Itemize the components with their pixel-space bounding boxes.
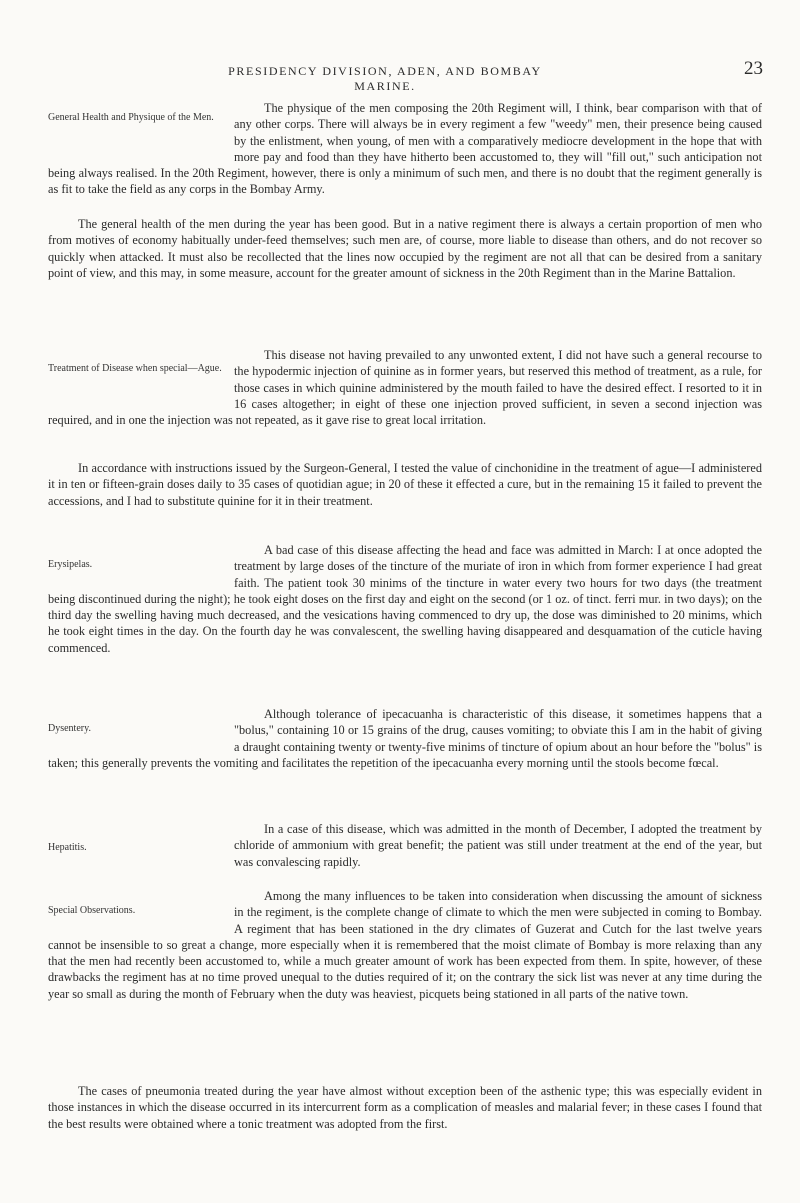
running-header: PRESIDENCY DIVISION, ADEN, AND BOMBAY MARINE. bbox=[228, 64, 542, 93]
page-number: 23 bbox=[744, 58, 763, 79]
paragraph-general-health-2: The general health of the men during the year has been good. But in a native regiment there is always a certain proportion of men who from motives of economy habitually under-feed themselves; such men are, of course, more liable to disease than others, and do not recover so quickly when attacked. It must also be recollected that the lines now occupied by the regiment are not all that can be desired from a sanitary point of view, and this may, in some measure, account for the greater amount of sickness in the 20th Regiment than in the Marine Battalion. bbox=[48, 217, 762, 280]
paragraph-dysentery: Although tolerance of ipecacuanha is characteristic of this disease, it sometimes happens that a "bolus," containing 10 or 15 grains of the drug, causes vomiting; to obviate this I am in the habit of giving a draught containing twenty or twenty-five minims of tincture of opium about an hour before the "bolus" is taken; this generally prevents the vomiting and facilitates the repetition of the ipecacuanha every morning until the stools become fœcal. bbox=[48, 707, 762, 770]
marginal-spacer bbox=[48, 837, 234, 870]
marginal-note-dysentery: Dysentery. bbox=[48, 723, 91, 734]
marginal-note-ague: Treatment of Disease when special—Ague. bbox=[48, 363, 222, 374]
paragraph-erysipelas: A bad case of this disease affecting the head and face was admitted in March: I at once adopted the treatment by large doses of the tincture of the muriate of iron in which from former experience I had great faith. The patient took 30 minims of the tincture in water every two hours for two days (the treatment being discontinued during the night); he took eight doses on the first day and eight on the second (or 1 oz. of tinct. ferri mur. in two days); on the third day the swelling having much decreased, and the vesications having commenced to dry up, the dose was diminished to 20 minims, which he took eight times in the day. On the fourth day he was convalescent, the swelling having disappeared and desquamation of the cuticle having commenced. bbox=[48, 543, 762, 655]
marginal-spacer bbox=[48, 722, 234, 755]
paragraph-cinchonidine: In accordance with instructions issued by the Surgeon-General, I tested the value of cinchonidine in the treatment of ague—I administered it in ten or fifteen-grain doses daily to 35 cases of quotidian ague; in 20 of these it effected a cure, but in the remaining 15 it failed to prevent the accessions, and I had to substitute quinine for it in their treatment. bbox=[48, 461, 762, 508]
marginal-note-hepatitis: Hepatitis. bbox=[48, 842, 87, 853]
marginal-spacer bbox=[48, 904, 234, 937]
paragraph-ague: This disease not having prevailed to any unwonted extent, I did not have such a general recourse to the hypodermic injection of quinine as in former years, but reserved this method of treatment, as a rule, for those cases in which quinine administered by the mouth failed to have the desired effect. I resorted to it in 16 cases altogether; in eight of these one injection proved sufficient, in seven a second injection was required, and in one the injection was not repeated, as it gave rise to great local irritation. bbox=[48, 348, 762, 428]
paragraph-pneumonia: The cases of pneumonia treated during the year have almost without exception been of the asthenic type; this was especially evident in those instances in which the disease occurred in its intercurrent form as a complication of measles and malarial fever; in these cases I found that the best results were obtained where a tonic treatment was adopted from the first. bbox=[48, 1084, 762, 1131]
marginal-spacer bbox=[48, 116, 234, 165]
marginal-spacer bbox=[48, 558, 234, 591]
marginal-spacer bbox=[48, 363, 234, 412]
marginal-note-erysipelas: Erysipelas. bbox=[48, 559, 93, 570]
marginal-note-special-observations: Special Observations. bbox=[48, 905, 136, 916]
paragraph-hepatitis: In a case of this disease, which was admitted in the month of December, I adopted the treatment by chloride of ammonium with great benefit; the patient was still under treatment at the end of the year, but was convalescing rapidly. bbox=[48, 821, 762, 871]
paragraph-special-observations: Among the many influences to be taken into consideration when discussing the amount of sickness in the regiment, is the complete change of climate to which the men were subjected in coming to Bombay. A regiment that has been stationed in the dry climates of Guzerat and Cutch for the last twelve years cannot be insensible to so great a change, more especially when it is remembered that the moist climate of Bombay is more relaxing than any that the men had recently been accustomed to, while a much greater amount of work has been expected from them. In spite, however, of these drawbacks the regiment has at no time proved unequal to the duties required of it; on the contrary the sick list was never at any time during the year so small as during the month of February when the duty was heaviest, picquets being stationed in all parts of the native town. bbox=[48, 889, 762, 1001]
marginal-note-general-health: General Health and Physique of the Men. bbox=[48, 112, 214, 123]
paragraph-general-health: The physique of the men composing the 20th Regiment will, I think, bear comparison with that of any other corps. There will always be in every regiment a few "weedy" men, their presence being caused by the enlistment, when young, of men with a comparatively mediocre development in the hope that with more pay and food than they have hitherto been accustomed to, they will "fill out," such anticipation not being always realised. In the 20th Regiment, however, there is only a minimum of such men, and there is no doubt that the regiment generally is as fit to take the field as any corps in the Bombay Army. bbox=[48, 101, 762, 197]
